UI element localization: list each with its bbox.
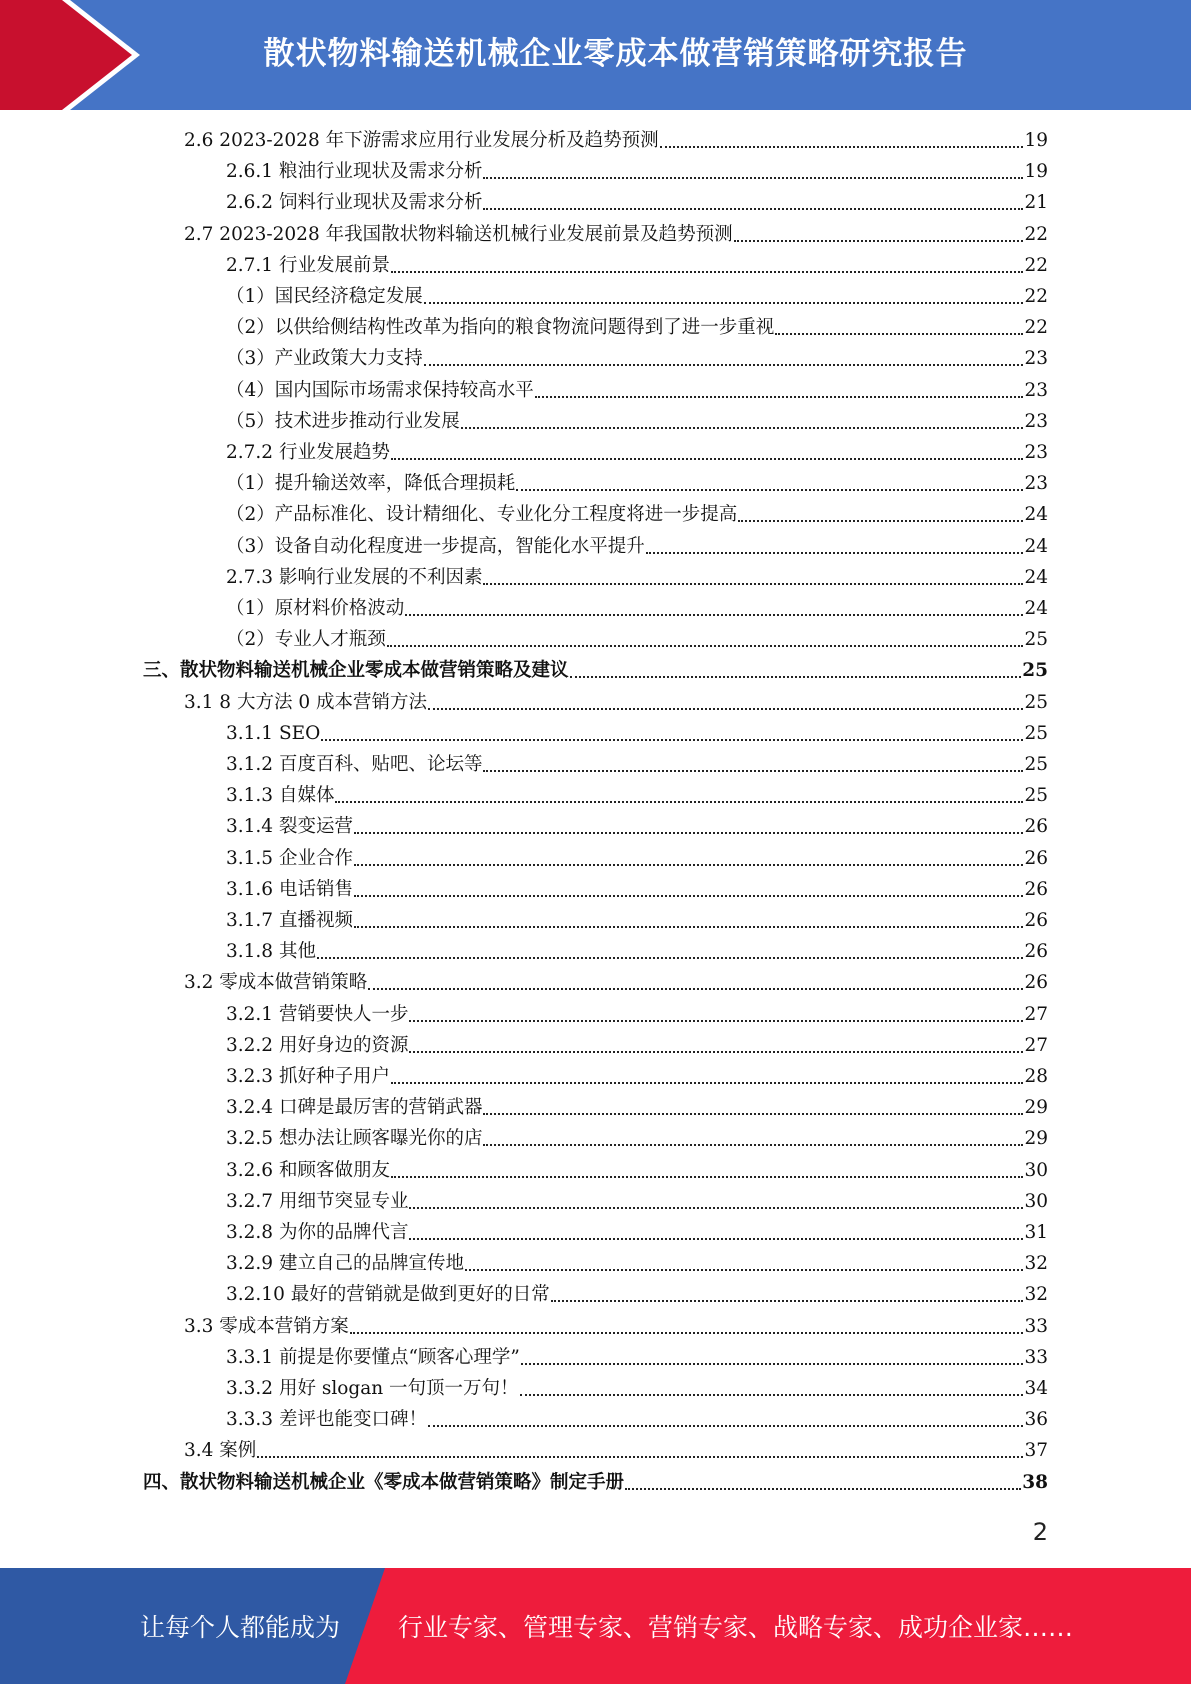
toc-entry[interactable] (226, 846, 1048, 872)
toc-entry[interactable] (226, 627, 1048, 653)
toc-entry-page: 22 (1024, 254, 1048, 276)
toc-dot-leader (387, 645, 1024, 647)
header-arrow-icon (0, 0, 160, 110)
toc-entry-page: 25 (1024, 722, 1048, 744)
toc-dot-leader (354, 895, 1024, 897)
toc-entry[interactable] (226, 1064, 1048, 1090)
toc-entry-title: 3.3.2 用好 slogan 一句顶一万句！ (226, 1378, 519, 1399)
toc-dot-leader (321, 739, 1023, 741)
toc-entry-page: 24 (1024, 566, 1048, 588)
toc-entry[interactable] (226, 1095, 1048, 1121)
toc-entry-page: 26 (1024, 941, 1048, 963)
toc-entry-title: 2.6.1 粮油行业现状及需求分析 (226, 161, 483, 183)
toc-entry-page: 19 (1024, 130, 1048, 151)
toc-entry-page: 29 (1024, 1128, 1048, 1150)
toc-entry-title: 3.2.2 用好身边的资源 (226, 1034, 409, 1056)
toc-entry[interactable] (226, 378, 1048, 404)
toc-entry-page: 26 (1024, 972, 1048, 994)
toc-entry-page: 24 (1024, 535, 1048, 557)
toc-entry[interactable] (226, 1189, 1048, 1215)
toc-entry-title: 三、散状物料输送机械企业零成本做营销策略及建议 (143, 660, 569, 682)
toc-dot-leader (409, 1207, 1023, 1209)
toc-entry-page: 27 (1024, 1003, 1048, 1025)
toc-entry[interactable] (226, 534, 1048, 560)
toc-entry-title: 3.1.1 SEO (226, 722, 321, 744)
toc-entry-title: （2）产品标准化、设计精细化、专业化分工程度将进一步提高 (226, 504, 738, 526)
toc-dot-leader (625, 1488, 1021, 1490)
toc-entry-page: 24 (1024, 504, 1048, 526)
toc-entry-title: 3.2.9 建立自己的品牌宣传地 (226, 1253, 464, 1275)
toc-entry[interactable] (226, 1158, 1048, 1184)
toc-entry-page: 29 (1024, 1097, 1048, 1119)
toc-entry-title: 3.2.5 想办法让顾客曝光你的店 (226, 1128, 483, 1150)
toc-dot-leader (405, 614, 1023, 616)
toc-entry-page: 30 (1024, 1190, 1048, 1212)
footer-slogan-left: 让每个人都能成为 (140, 1613, 341, 1642)
toc-dot-leader (483, 208, 1023, 210)
toc-dot-leader (391, 458, 1023, 460)
toc-entry[interactable] (184, 222, 1048, 248)
toc-entry-page: 26 (1024, 816, 1048, 838)
toc-dot-leader (483, 177, 1023, 179)
toc-entry[interactable] (226, 814, 1048, 840)
toc-entry[interactable] (184, 128, 1048, 154)
toc-entry[interactable] (226, 409, 1048, 435)
toc-entry[interactable] (143, 1470, 1048, 1496)
toc-entry-page: 22 (1024, 286, 1048, 307)
toc-dot-leader (520, 1394, 1024, 1396)
toc-entry-title: 2.7 2023-2028 年我国散状物料输送机械行业发展前景及趋势预测 (184, 223, 733, 245)
footer-slogan-right: 行业专家、管理专家、营销专家、战略专家、成功企业家…… (398, 1613, 1074, 1642)
toc-entry-title: 3.4 案例 (184, 1440, 257, 1462)
toc-dot-leader (516, 489, 1023, 491)
toc-entry[interactable] (226, 752, 1048, 778)
toc-dot-leader (535, 396, 1024, 398)
toc-dot-leader (551, 1300, 1024, 1302)
toc-entry[interactable] (226, 1220, 1048, 1246)
toc-entry-title: 3.2.6 和顾客做朋友 (226, 1159, 390, 1181)
toc-entry[interactable] (226, 1002, 1048, 1028)
toc-entry-title: 3.1.6 电话销售 (226, 878, 353, 900)
toc-dot-leader (409, 1020, 1023, 1022)
toc-entry-page: 23 (1024, 379, 1048, 401)
toc-entry-page: 30 (1024, 1159, 1048, 1181)
toc-dot-leader (428, 708, 1023, 710)
report-header (0, 0, 1191, 110)
toc-entry[interactable] (226, 1126, 1048, 1152)
toc-dot-leader (424, 302, 1024, 304)
toc-entry-page: 22 (1024, 223, 1048, 245)
toc-dot-leader (465, 1269, 1023, 1271)
toc-entry-title: 3.1.3 自媒体 (226, 785, 335, 807)
toc-entry-title: （2）以供给侧结构性改革为指向的粮食物流问题得到了进一步重视 (226, 317, 775, 339)
toc-entry-page: 33 (1024, 1346, 1048, 1368)
toc-entry-title: （1）国民经济稳定发展 (226, 286, 423, 307)
toc-entry-title: 3.2 零成本做营销策略 (184, 972, 368, 994)
toc-entry-page: 23 (1024, 473, 1048, 495)
toc-entry[interactable] (184, 1438, 1048, 1464)
toc-entry-title: 2.7.1 行业发展前景 (226, 254, 390, 276)
toc-entry[interactable] (226, 190, 1048, 216)
toc-entry[interactable] (226, 1345, 1048, 1371)
toc-dot-leader (354, 864, 1024, 866)
toc-entry-page: 37 (1024, 1440, 1048, 1462)
toc-entry[interactable] (184, 1314, 1048, 1340)
toc-entry-title: （5）技术进步推动行业发展 (226, 410, 460, 432)
footer-banner (0, 1568, 1191, 1684)
toc-entry[interactable] (226, 1407, 1048, 1433)
toc-dot-leader (391, 271, 1023, 273)
toc-entry[interactable] (226, 159, 1048, 185)
toc-entry-title: （1）提升输送效率，降低合理损耗 (226, 473, 516, 495)
toc-entry-title: （1）原材料价格波动 (226, 598, 405, 619)
toc-dot-leader (738, 520, 1023, 522)
toc-entry-title: 2.7.3 影响行业发展的不利因素 (226, 566, 483, 588)
toc-entry-page: 25 (1024, 785, 1048, 807)
toc-entry[interactable] (226, 565, 1048, 591)
toc-dot-leader (409, 1051, 1023, 1053)
toc-dot-leader (391, 1082, 1023, 1084)
toc-dot-leader (775, 333, 1023, 335)
toc-dot-leader (734, 240, 1024, 242)
toc-entry-title: 3.1.7 直播视频 (226, 910, 353, 931)
toc-entry-title: 3.2.1 营销要快人一步 (226, 1003, 409, 1025)
toc-entry-title: 3.1 8 大方法 0 成本营销方法 (184, 691, 427, 713)
toc-entry[interactable] (226, 596, 1048, 622)
toc-entry-title: 3.2.7 用细节突显专业 (226, 1190, 409, 1212)
toc-entry-page: 22 (1024, 317, 1048, 339)
toc-entry-page: 25 (1024, 629, 1048, 651)
toc-dot-leader (660, 146, 1024, 148)
toc-dot-leader (428, 1425, 1023, 1427)
toc-dot-leader (424, 364, 1024, 366)
toc-entry-page: 21 (1024, 192, 1048, 214)
toc-entry-page: 23 (1024, 410, 1048, 432)
toc-dot-leader (354, 926, 1024, 928)
toc-entry-title: 3.3.3 差评也能变口碑！ (226, 1409, 427, 1431)
toc-entry-title: 3.2.8 为你的品牌代言 (226, 1222, 409, 1243)
toc-entry-title: 2.7.2 行业发展趋势 (226, 442, 390, 463)
toc-entry[interactable] (143, 658, 1048, 684)
toc-entry-title: （3）产业政策大力支持 (226, 348, 423, 370)
toc-entry-page: 28 (1024, 1066, 1048, 1087)
toc-entry[interactable] (226, 721, 1048, 747)
toc-entry[interactable] (226, 1376, 1048, 1402)
toc-entry-title: 3.2.3 抓好种子用户 (226, 1066, 390, 1087)
toc-entry[interactable] (226, 1251, 1048, 1277)
toc-entry[interactable] (184, 970, 1048, 996)
toc-dot-leader (354, 832, 1024, 834)
toc-entry-page: 26 (1024, 910, 1048, 931)
toc-dot-leader (257, 1456, 1023, 1458)
toc-entry-page: 34 (1024, 1378, 1048, 1399)
toc-entry-page: 32 (1024, 1284, 1048, 1306)
toc-dot-leader (368, 988, 1023, 990)
toc-entry-title: 3.1.2 百度百科、贴吧、论坛等 (226, 754, 483, 775)
toc-entry-title: （4）国内国际市场需求保持较高水平 (226, 379, 534, 401)
toc-entry-page: 25 (1024, 754, 1048, 775)
toc-entry[interactable] (226, 440, 1048, 466)
toc-dot-leader (350, 1332, 1024, 1334)
toc-entry-page: 24 (1024, 598, 1048, 619)
toc-dot-leader (483, 770, 1023, 772)
toc-entry-page: 23 (1024, 442, 1048, 463)
toc-entry[interactable] (226, 783, 1048, 809)
toc-entry[interactable] (226, 315, 1048, 341)
toc-entry-title: 3.2.10 最好的营销就是做到更好的日常 (226, 1284, 550, 1306)
toc-entry[interactable] (226, 253, 1048, 279)
toc-entry-title: 2.6.2 饲料行业现状及需求分析 (226, 192, 483, 214)
toc-entry-page: 32 (1024, 1253, 1048, 1275)
toc-entry-title: 3.3 零成本营销方案 (184, 1315, 349, 1337)
toc-entry-page: 26 (1024, 878, 1048, 900)
toc-entry[interactable] (226, 908, 1048, 934)
toc-entry-title: 3.1.4 裂变运营 (226, 816, 353, 838)
toc-dot-leader (483, 1144, 1023, 1146)
toc-entry[interactable] (226, 1033, 1048, 1059)
toc-dot-leader (335, 801, 1023, 803)
toc-entry-page: 27 (1024, 1034, 1048, 1056)
toc-dot-leader (483, 583, 1023, 585)
toc-entry-title: （3）设备自动化程度进一步提高，智能化水平提升 (226, 535, 645, 557)
toc-entry-page: 25 (1022, 660, 1048, 682)
toc-dot-leader (461, 427, 1024, 429)
toc-entry[interactable] (226, 346, 1048, 372)
toc-entry-title: 3.3.1 前提是你要懂点“顾客心理学” (226, 1346, 520, 1368)
toc-dot-leader (521, 1363, 1024, 1365)
toc-dot-leader (570, 676, 1022, 678)
toc-entry-page: 31 (1024, 1222, 1048, 1243)
toc-entry-page: 36 (1024, 1409, 1048, 1431)
toc-entry-page: 23 (1024, 348, 1048, 370)
toc-entry[interactable] (226, 939, 1048, 965)
page-number: 2 (1032, 1518, 1048, 1546)
toc-entry[interactable] (226, 877, 1048, 903)
toc-dot-leader (391, 1176, 1023, 1178)
toc-entry-page: 19 (1024, 161, 1048, 183)
toc-entry-title: 2.6 2023-2028 年下游需求应用行业发展分析及趋势预测 (184, 130, 659, 151)
toc-entry-title: 3.1.8 其他 (226, 941, 316, 963)
toc-entry[interactable] (226, 284, 1048, 310)
toc-dot-leader (646, 552, 1024, 554)
toc-dot-leader (317, 957, 1024, 959)
toc-dot-leader (409, 1238, 1023, 1240)
toc-entry[interactable] (226, 1282, 1048, 1308)
toc-dot-leader (483, 1113, 1023, 1115)
report-title: 散状物料输送机械企业零成本做营销策略研究报告 (263, 35, 968, 72)
toc-entry-title: 3.1.5 企业合作 (226, 847, 353, 869)
toc-entry[interactable] (226, 471, 1048, 497)
toc-entry-page: 33 (1024, 1315, 1048, 1337)
toc-entry-title: 四、散状物料输送机械企业《零成本做营销策略》制定手册 (143, 1471, 625, 1493)
toc-entry-page: 25 (1024, 691, 1048, 713)
toc-entry[interactable] (226, 502, 1048, 528)
toc-entry-title: （2）专业人才瓶颈 (226, 629, 386, 651)
toc-entry-title: 3.2.4 口碑是最厉害的营销武器 (226, 1097, 483, 1119)
toc-entry[interactable] (184, 690, 1048, 716)
toc-entry-page: 26 (1024, 847, 1048, 869)
toc-entry-page: 38 (1022, 1471, 1048, 1493)
